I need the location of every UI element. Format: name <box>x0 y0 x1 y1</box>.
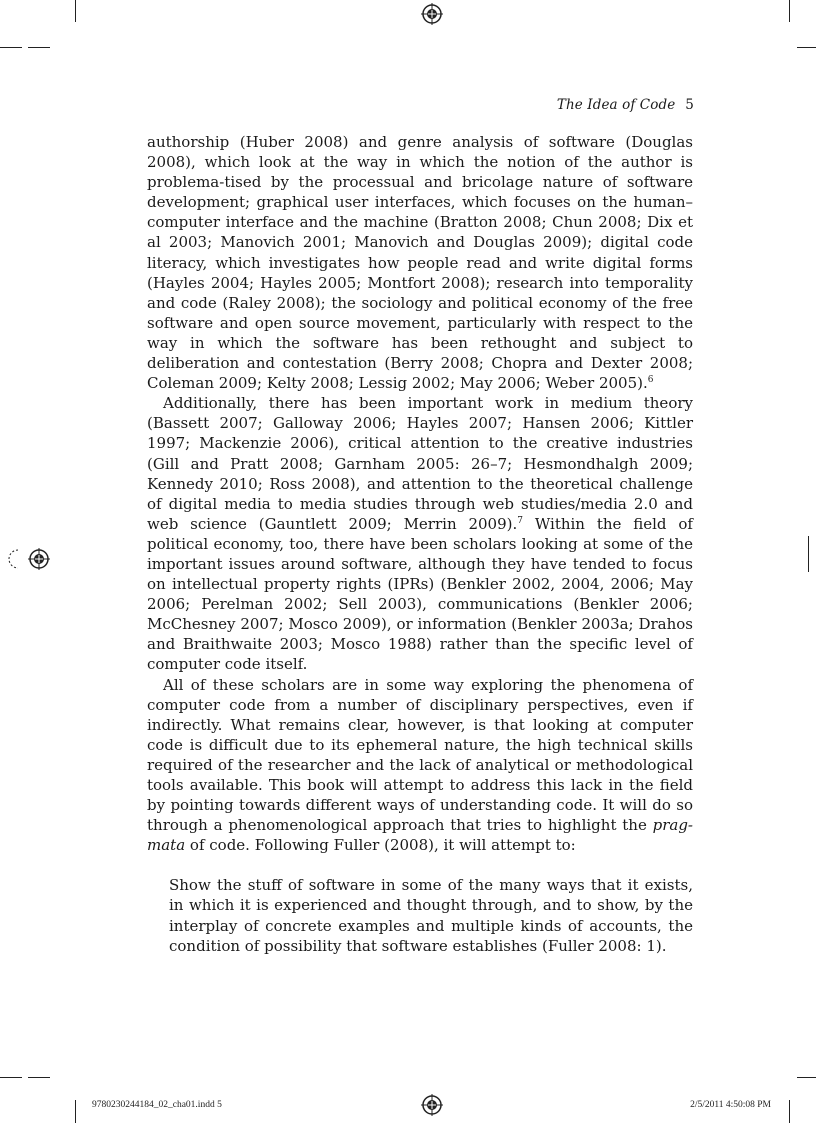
running-head <box>557 97 694 113</box>
page-number: 5 <box>685 97 694 113</box>
paragraph-3-italic: prag-mata <box>147 816 693 855</box>
paragraph-2 <box>147 393 693 674</box>
registration-mark-top-icon <box>421 3 443 25</box>
crop-mark-top-left-horizontal <box>0 47 22 48</box>
crop-mark-bottom-left-horizontal <box>0 1077 22 1078</box>
paragraph-2-text-a: Additionally, there has been important work in medium theory (Bassett 2007; Galloway 2006; Hayles 2007; Hansen 2006; Kittler 1997; Mackenzie 2006), critical attention to the creative industries (Gill and Pratt 2008; Garnham 2005: 26–7; Hesmondhalgh 2009; Kennedy 2010; Ross 2008), and attention to the theoretical challenge of digital media to media studies through web studies/media 2.0 and web science (Gauntlett 2009; Merrin 2009). <box>147 394 693 533</box>
footnote-ref-6: 6 <box>647 375 654 386</box>
page-body <box>147 132 693 956</box>
paragraph-3 <box>147 675 693 856</box>
slug-file-name: 9780230244184_02_cha01.indd 5 <box>92 1100 222 1110</box>
crop-mark-bottom-right-vertical <box>789 1100 790 1123</box>
crop-mark-bottom-left-horizontal-2 <box>28 1077 50 1078</box>
crop-mark-top-left-vertical <box>75 0 76 22</box>
crop-mark-top-left-horizontal-2 <box>28 47 50 48</box>
registration-mark-bottom-icon <box>421 1094 443 1116</box>
running-head-title: The Idea of Code <box>556 97 676 113</box>
slug-timestamp: 2/5/2011 4:50:08 PM <box>690 1100 771 1110</box>
crop-mark-right-horizontal-2 <box>797 1077 816 1078</box>
paragraph-1 <box>147 132 693 393</box>
footnote-ref-7: 7 <box>517 515 523 526</box>
crop-mark-bottom-left-vertical <box>75 1100 76 1123</box>
paragraph-2-text-b: Within the field of political economy, too, there have been scholars looking at some of the important issues around software, although they have tended to focus on intellectual property rights (IPRs) (Benkler 2002, 2004, 2006; May 2006; Perelman 2002; Sell 2003), communications (Benkler 2006; McChesney 2007; Mosco 2009), or information (Benkler 2003a; Drahos and Braithwaite 2003; Mosco 1988) rather than the specific level of computer code itself. <box>147 514 693 674</box>
registration-mark-left-partial-icon <box>0 548 20 570</box>
crop-mark-right-vertical-middle <box>808 536 809 572</box>
crop-mark-right-horizontal <box>797 47 816 48</box>
block-quote: Show the stuff of software in some of the many ways that it exists, in which it is experienced and thought through, and to show, by the interplay of concrete examples and multiple kinds of accounts, the condition of possibility that software establishes (Fuller 2008: 1). <box>169 876 693 955</box>
paragraph-1-text: authorship (Huber 2008) and genre analysis of software (Douglas 2008), which look at the way in which the notion of the author is problema-tised by the processual and bricolage nature of software development; graphical user interfaces, which focuses on the human–computer interface and the machine (Bratton 2008; Chun 2008; Dix et al 2003; Manovich 2001; Manovich and Douglas 2009); digital code literacy, which investigates how people read and write digital forms (Hayles 2004; Hayles 2005; Montfort 2008); research into temporality and code (Raley 2008); the sociology and political economy of the free software and open source movement, particularly with respect to the way in which the software has been rethought and subject to deliberation and contestation (Berry 2008; Chopra and Dexter 2008; Coleman 2009; Kelty 2008; Lessig 2002; May 2006; Weber 2005). <box>147 133 693 393</box>
registration-mark-left-icon <box>28 548 50 570</box>
crop-mark-top-right-vertical <box>789 0 790 22</box>
paragraph-3-text-b: of code. Following Fuller (2008), it will attempt to: <box>185 836 576 855</box>
paragraph-3-text-a: All of these scholars are in some way exploring the phenomena of computer code from a number of disciplinary perspectives, even if indirectly. What remains clear, however, is that looking at computer code is difficult due to its ephemeral nature, the high technical skills required of the researcher and the lack of analytical or methodological tools available. This book will attempt to address this lack in the field by pointing towards different ways of understanding code. It will do so through a phenomenological approach that tries to highlight the <box>147 675 693 835</box>
